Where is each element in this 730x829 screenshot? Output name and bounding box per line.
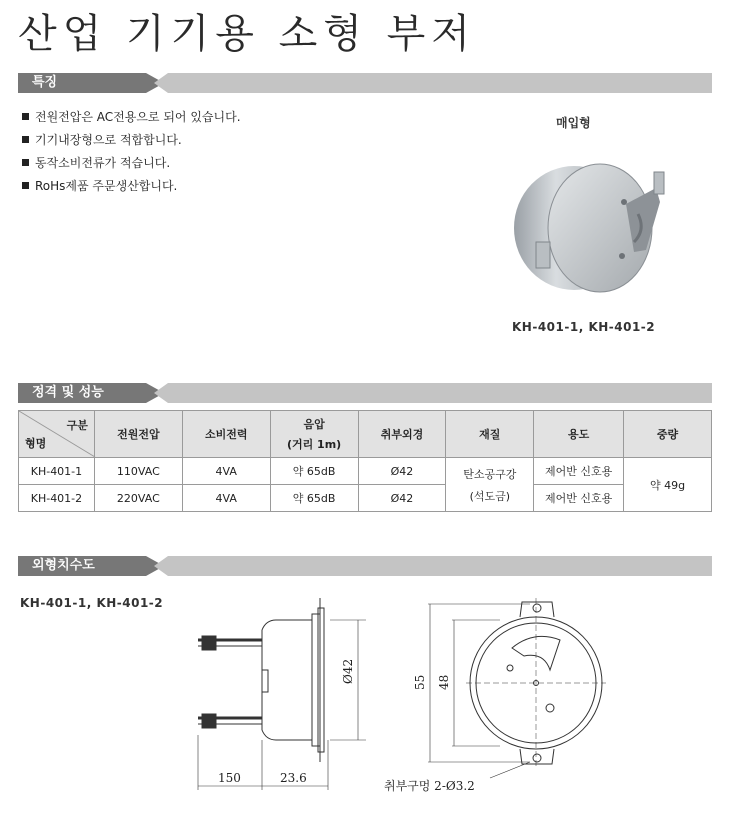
feature-item: 기기내장형으로 적합합니다.: [22, 131, 241, 154]
front-view-drawing: [384, 590, 612, 800]
page-title: 산업 기기용 소형 부저: [18, 11, 476, 57]
cell-power: 4VA: [182, 485, 270, 512]
feature-item: 동작소비전류가 적습니다.: [22, 154, 241, 177]
col-header: 전원전압: [94, 411, 182, 458]
section-bar-shape: [18, 73, 712, 93]
cell-spl: 약 65dB: [270, 485, 358, 512]
dim-diameter-label: Ø42: [341, 658, 355, 684]
diagram-caption: KH-401-1, KH-401-2: [20, 596, 164, 610]
table-row: [19, 485, 712, 512]
bullet-icon: [22, 136, 29, 143]
section-title-features: 특징: [32, 75, 58, 90]
cell-weight: 약 49g: [624, 458, 712, 512]
col-header: 취부외경: [358, 411, 446, 458]
col-header: 용도: [534, 411, 624, 458]
side-view-drawing: [180, 590, 380, 800]
section-title-dimensions: 외형치수도: [32, 558, 95, 573]
corner-label-category: 구분: [66, 419, 88, 432]
cell-use: 제어반 신호용: [534, 485, 624, 512]
buzzer-photo-image: [496, 132, 676, 312]
cell-use: 제어반 신호용: [534, 458, 624, 485]
cell-diameter: Ø42: [358, 485, 446, 512]
section-bar-shape: [18, 383, 712, 403]
cell-diameter: Ø42: [358, 458, 446, 485]
table-header-row: [19, 411, 712, 458]
dim-55-label: 55: [413, 674, 427, 690]
bullet-icon: [22, 159, 29, 166]
cell-model: KH-401-2: [19, 485, 95, 512]
section-bar-shape: [18, 556, 712, 576]
bullet-icon: [22, 113, 29, 120]
material-line: 탄소공구강: [463, 467, 517, 481]
cell-spl: 약 65dB: [270, 458, 358, 485]
section-title-specs: 정격 및 성능: [32, 385, 104, 400]
dim-lead-label: 150: [218, 771, 241, 785]
col-header-sub: (거리 1m): [286, 438, 342, 451]
cell-material: [446, 458, 534, 512]
cell-voltage: 220VAC: [94, 485, 182, 512]
bullet-icon: [22, 182, 29, 189]
section-bar-specs: [18, 383, 712, 403]
col-header: 재질: [446, 411, 534, 458]
photo-type-label: 매입형: [556, 116, 591, 130]
photo-caption: KH-401-1, KH-401-2: [512, 320, 656, 334]
hole-note-label: 취부구멍 2-Ø3.2: [384, 779, 475, 793]
col-header: 소비전력: [182, 411, 270, 458]
section-bar-dimensions: [18, 556, 712, 576]
cell-voltage: 110VAC: [94, 458, 182, 485]
col-header: 중량: [624, 411, 712, 458]
cell-power: 4VA: [182, 458, 270, 485]
spec-table: [18, 410, 712, 512]
feature-list: [22, 108, 241, 200]
feature-item: 전원전압은 AC전용으로 되어 있습니다.: [22, 108, 241, 131]
table-corner-cell: [19, 411, 95, 458]
feature-item: RoHs제품 주문생산합니다.: [22, 177, 241, 200]
table-row: [19, 458, 712, 485]
section-bar-features: [18, 73, 712, 93]
corner-label-model: 형명: [25, 437, 47, 450]
dim-48-label: 48: [437, 674, 451, 690]
col-header-label: 음압: [303, 418, 325, 431]
col-header: [270, 411, 358, 458]
cell-model: KH-401-1: [19, 458, 95, 485]
material-line: (석도금): [469, 489, 511, 503]
dim-depth-label: 23.6: [280, 771, 307, 785]
